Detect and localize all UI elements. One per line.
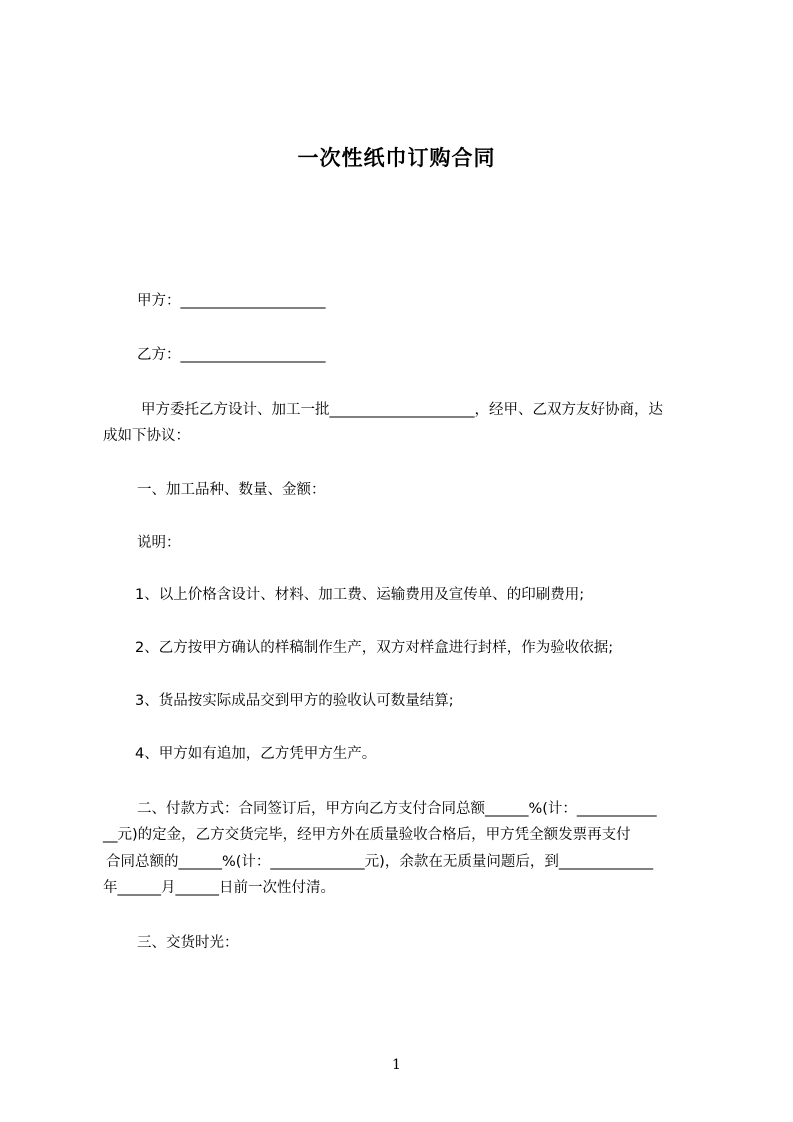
notes-label: 说明： (137, 535, 181, 551)
note-item-2: 2、乙方按甲方确认的样稿制作生产，双方对样盒进行封样，作为验收依据; (135, 640, 614, 656)
page-number: 1 (392, 1057, 401, 1073)
section-3-heading: 三、交货时光： (137, 935, 239, 951)
page-title: 一次性纸巾订购合同 (297, 146, 496, 170)
payment-paragraph-line-2: __元)的定金，乙方交货完毕，经甲方外在质量验收合格后，甲方凭全额发票再支付 (103, 827, 631, 843)
section-1-heading: 一、加工品种、数量、金额： (137, 482, 326, 498)
payment-paragraph-line-3: 合同总额的______%(计：_____________元)，余款在无质量问题后，到_____________ (106, 854, 654, 870)
note-item-3: 3、货品按实际成品交到甲方的验收认可数量结算; (135, 693, 454, 709)
party-a-line: 甲方：____________________ (137, 293, 326, 309)
note-item-1: 1、以上价格含设计、材料、加工费、运输费用及宣传单、的印刷费用; (135, 587, 585, 603)
party-b-line: 乙方：____________________ (137, 347, 326, 363)
note-item-4: 4、甲方如有追加，乙方凭甲方生产。 (135, 746, 377, 762)
payment-paragraph-line-1: 二、付款方式：合同签订后，甲方向乙方支付合同总额______%(计：___________ (137, 801, 657, 817)
intro-paragraph-line-2: 成如下协议： (103, 428, 190, 444)
payment-paragraph-line-4: 年______月______日前一次性付清。 (103, 880, 335, 896)
intro-paragraph-line-1: 甲方委托乙方设计、加工一批____________________，经甲、乙双方友好协商，达 (141, 402, 663, 418)
